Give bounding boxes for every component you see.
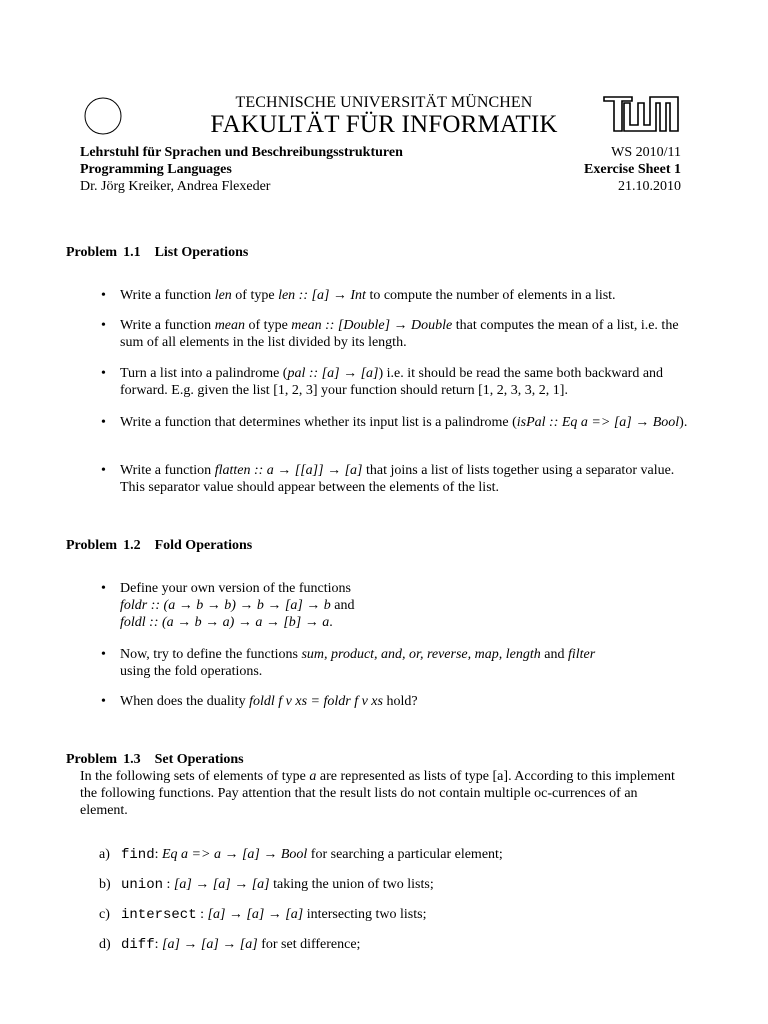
list-item: • Write a function flatten :: a → [[a]] → [a] that joins a list of lists together using a separator value. This separator value should appear between the elements of the list.: [101, 463, 675, 495]
bullet-icon: •: [101, 415, 106, 430]
problem-title: Fold Operations: [154, 538, 253, 553]
semester: WS 2010/11: [611, 145, 681, 160]
list-item: c) intersect : [a] → [a] → [a] intersecting two lists;: [99, 907, 427, 923]
bullet-icon: •: [101, 288, 106, 303]
authors: Dr. Jörg Kreiker, Andrea Flexeder: [80, 179, 271, 194]
university-name: TECHNISCHE UNIVERSITÄT MÜNCHEN: [235, 94, 533, 111]
bullet-icon: •: [101, 581, 106, 596]
list-item: • Write a function mean of type mean :: [Double] → Double that computes the mean of a list, i.e. the sum of all elements in the list divided by its length.: [101, 318, 679, 350]
header-right: [584, 144, 681, 195]
sheet-date: 21.10.2010: [618, 179, 681, 194]
sheet-number: Exercise Sheet 1: [584, 162, 681, 177]
problem-label: Problem: [66, 752, 118, 767]
list-item: • Turn a list into a palindrome (pal :: [a] → [a]) i.e. it should be read the same both backward and forward. E.g. given the list [1, 2, 3] your function should return [1, 2, 3, 3, 2, 1].: [101, 366, 664, 398]
bullet-icon: •: [101, 318, 106, 333]
list-item: d) diff: [a] → [a] → [a] for set difference;: [99, 937, 361, 953]
bullet-icon: •: [101, 366, 106, 381]
list-item: • Define your own version of the functions foldr :: (a → b → b) → b → [a] → b and foldl :: (a → b → a) → a → [b] → a.: [101, 581, 355, 630]
problem-label: Problem: [66, 245, 118, 260]
problem-number: 1.3: [123, 752, 141, 767]
list-item: a) find: Eq a => a → [a] → Bool for searching a particular element;: [99, 847, 503, 863]
list-item: • When does the duality foldl f v xs = foldr f v xs hold?: [101, 694, 418, 709]
list-item: • Write a function that determines whether its input list is a palindrome (isPal :: Eq a => [a] → Bool).: [101, 415, 688, 430]
faculty-name: FAKULTÄT FÜR INFORMATIK: [210, 111, 558, 138]
list-item: • Write a function len of type len :: [a] → Int to compute the number of elements in a list.: [101, 288, 616, 303]
bullet-icon: •: [101, 647, 106, 662]
list-item: • Now, try to define the functions sum, product, and, or, reverse, map, length and filter using the fold operations.: [101, 647, 596, 679]
problem-title: Set Operations: [154, 752, 244, 767]
problem-title: List Operations: [154, 245, 249, 260]
bullet-icon: •: [101, 694, 106, 709]
chair-name: Lehrstuhl für Sprachen und Beschreibungsstrukturen: [80, 145, 403, 160]
problem-1-1-heading: [66, 245, 248, 261]
problem-number: 1.1: [123, 245, 141, 260]
problem-1-2-heading: [66, 538, 252, 554]
list-item: b) union : [a] → [a] → [a] taking the union of two lists;: [99, 877, 434, 893]
problem-label: Problem: [66, 538, 118, 553]
problem-number: 1.2: [123, 538, 141, 553]
header-left: [80, 144, 403, 195]
problem-1-3-intro: In the following sets of elements of type a are represented as lists of type [a]. According to this implement the following functions. Pay attention that the result lists do not contain multiple oc-currences of an element.: [80, 769, 675, 818]
bullet-icon: •: [101, 463, 106, 478]
problem-1-3-heading: [66, 752, 244, 768]
course-name: Programming Languages: [80, 162, 232, 177]
